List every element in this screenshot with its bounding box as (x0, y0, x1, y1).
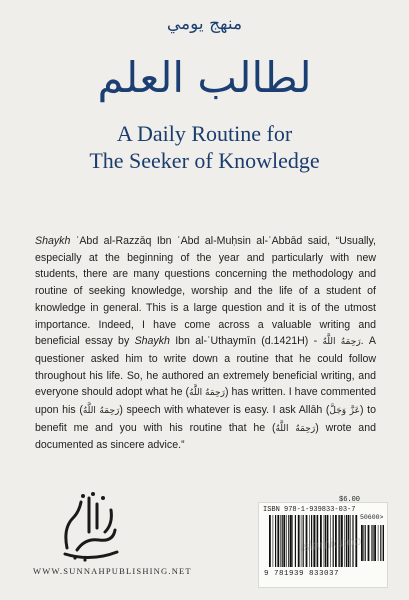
blurb (35, 233, 376, 454)
honorific-2: رَحِمَهُ اللَّهُ (189, 388, 225, 399)
blurb-text-1: ʿAbd al-Razzāq Ibn ʿAbd al-Muḥsin al-ʿAbbād said, “Usually, especially at the beginning of the year and particularly with new students, there are many questions concerning the methodology and routine of seeking knowledge, worship and the life of a student of knowledge in general. This is a large question and it is of the utmost importance. Indeed, I have come across a valuable writing and beneficial essay by (35, 235, 376, 348)
publisher-website: WWW.SUNNAHPUBLISHING.NET (33, 566, 192, 576)
speaker-title: Shaykh (35, 235, 71, 247)
blurb-paragraph (35, 233, 376, 454)
isbn-label: ISBN 978-1-939833-03-7 (263, 506, 356, 514)
barcode-number: 9 781939 833037 (264, 570, 340, 578)
blurb-text-7: ) wrote and documented as sincere advice.” (35, 421, 376, 452)
title-line-1: A Daily Routine for (116, 121, 293, 146)
price: $6.00 (339, 496, 361, 504)
arabic-title: لطالب العلم (97, 53, 312, 102)
honorific-1: رَحِمَهُ اللَّهُ (322, 337, 361, 348)
book-title (0, 120, 409, 174)
sunnah-calligraphy-logo-icon (55, 488, 125, 564)
watermark: islamicboo (299, 532, 363, 555)
blurb-text-3: . A questioner asked him to write down a routine that he could follow throughout his life. So, he authored an extremely beneficial writing, and everyone should adopt what he ( (35, 335, 376, 399)
honorific-4: عَزَّ وَجَلَّ (329, 406, 361, 417)
price-addon-barcode-icon (360, 515, 384, 561)
honorific-5: رَحِمَهُ اللَّهُ (275, 423, 316, 434)
shaykh-title: Shaykh (134, 335, 170, 348)
blurb-text-2: Ibn al-ʿUthaymīn (d.1421H) - (175, 335, 318, 348)
title-line-2: The Seeker of Knowledge (89, 148, 320, 173)
honorific-3: رَحِمَهُ اللَّهُ (82, 406, 120, 417)
blurb-text-6: ) to benefit me and you with his routine that he ( (35, 404, 376, 434)
blurb-text-4: ) has written. I have commented upon his ( (35, 386, 376, 417)
arabic-subtitle: منهج يومي (166, 14, 243, 34)
addon-number: 50600> (360, 514, 384, 521)
blurb-text-5: ) speech with whatever is easy. I ask Allāh ( (119, 404, 330, 417)
